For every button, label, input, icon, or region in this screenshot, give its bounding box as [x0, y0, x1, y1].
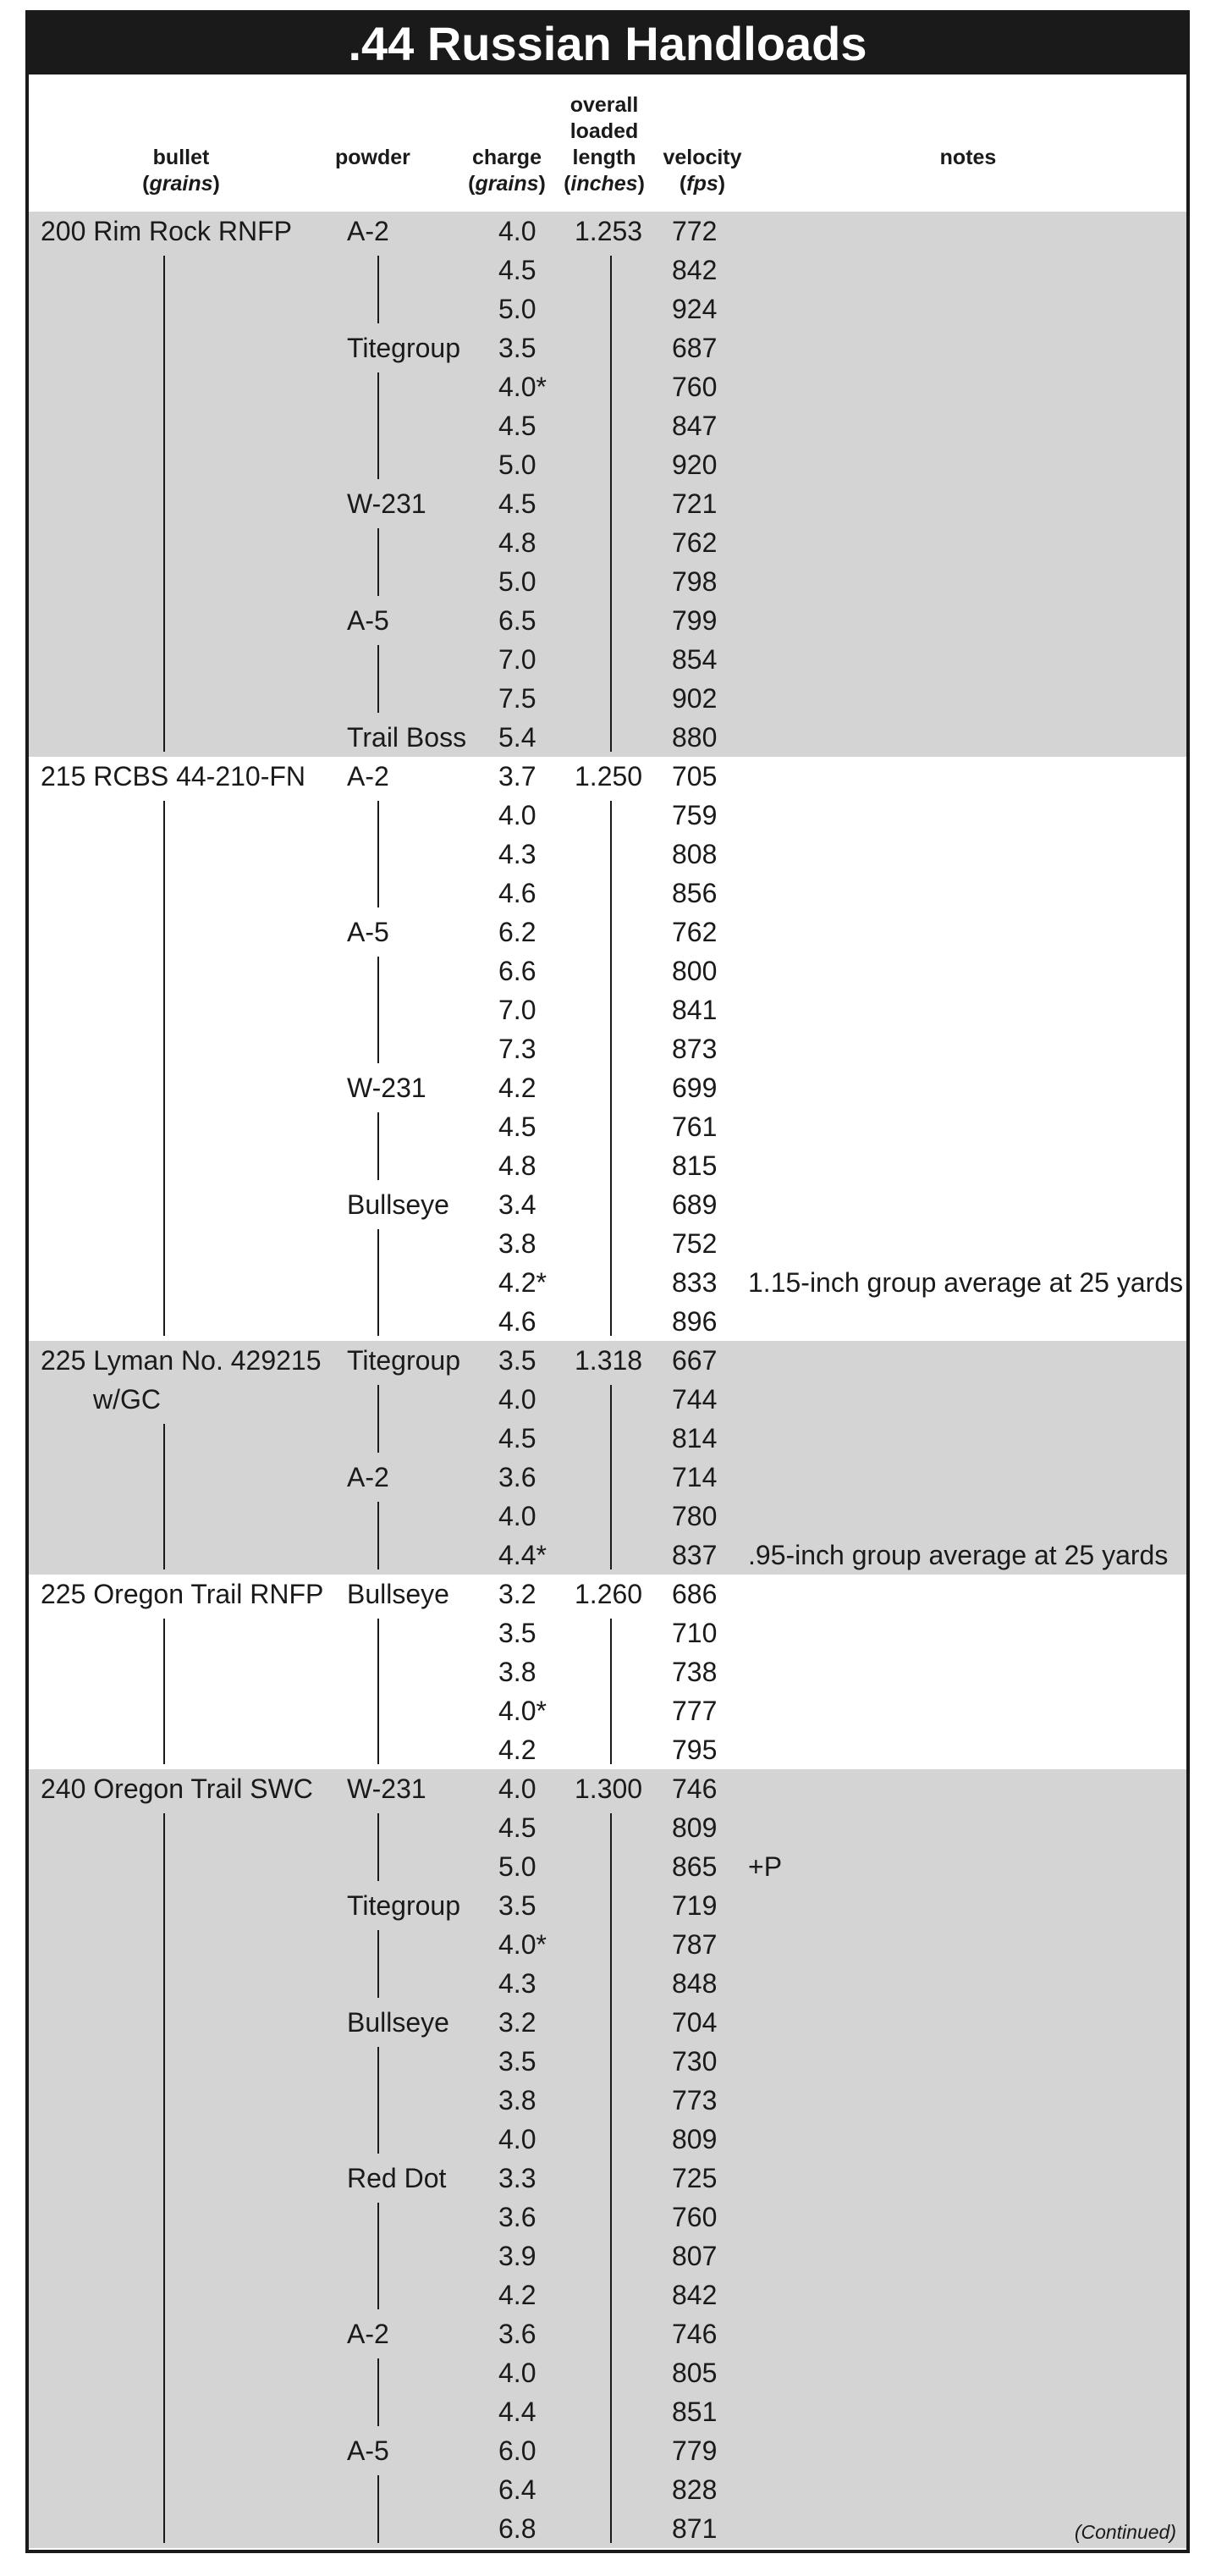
table-row	[29, 1536, 1186, 1575]
table-row	[29, 835, 1186, 874]
charge-value: 4.8	[498, 527, 536, 558]
oal-continuation-line	[610, 1385, 612, 1569]
table-row	[29, 1185, 1186, 1224]
header-oal-line1: overall	[569, 93, 639, 117]
table-row	[29, 679, 1186, 718]
powder-continuation-line	[377, 1112, 379, 1180]
table-row	[29, 1808, 1186, 1847]
powder-continuation-line	[377, 2358, 379, 2426]
table-row	[29, 2314, 1186, 2353]
header-charge-unit: (grains)	[468, 172, 546, 196]
charge-value: 4.5	[498, 488, 536, 519]
charge-value: 6.8	[498, 2513, 536, 2544]
velocity-value: 773	[672, 2085, 718, 2115]
bullet-continuation-line	[163, 256, 165, 752]
note-text: +P	[748, 1851, 783, 1882]
velocity-value: 746	[672, 1773, 718, 1804]
table-row	[29, 251, 1186, 290]
table-row	[29, 1380, 1186, 1419]
velocity-value: 873	[672, 1034, 718, 1064]
table-row	[29, 757, 1186, 796]
velocity-value: 807	[672, 2241, 718, 2271]
note-text: .95-inch group average at 25 yards	[748, 1540, 1169, 1570]
charge-value: 4.2	[498, 1735, 536, 1765]
table-row	[29, 2353, 1186, 2392]
powder-continuation-line	[377, 2475, 379, 2543]
header-charge-label: charge	[472, 146, 542, 169]
table-row	[29, 2081, 1186, 2120]
table-title: .44 Russian Handloads	[348, 17, 867, 70]
table-row	[29, 990, 1186, 1029]
table-row	[29, 562, 1186, 601]
velocity-value: 815	[672, 1150, 718, 1181]
charge-value: 4.2	[498, 1073, 536, 1103]
charge-value: 6.0	[498, 2435, 536, 2466]
powder-name: Red Dot	[347, 2163, 447, 2193]
charge-value: 4.6	[498, 1306, 536, 1337]
bullet-name: 225 Oregon Trail RNFP	[41, 1579, 324, 1609]
header-powder: powder	[335, 146, 410, 169]
charge-value: 4.0	[498, 216, 536, 246]
powder-name: A-2	[347, 1462, 389, 1492]
oal-continuation-line	[610, 1813, 612, 2543]
velocity-value: 762	[672, 527, 718, 558]
powder-continuation-line	[377, 1930, 379, 1998]
table-row	[29, 1847, 1186, 1886]
charge-value: 7.3	[498, 1034, 536, 1064]
table-row	[29, 2392, 1186, 2431]
powder-name: A-5	[347, 2435, 389, 2466]
velocity-value: 752	[672, 1228, 718, 1259]
charge-value: 3.6	[498, 1462, 536, 1492]
velocity-value: 777	[672, 1696, 718, 1726]
bullet-name: 240 Oregon Trail SWC	[41, 1773, 313, 1804]
charge-value: 3.5	[498, 2046, 536, 2077]
header-velocity-label: velocity	[663, 146, 742, 169]
table-row	[29, 1613, 1186, 1652]
velocity-value: 744	[672, 1384, 718, 1415]
charge-value: 3.8	[498, 2085, 536, 2115]
charge-value: 4.4	[498, 2397, 536, 2427]
powder-name: A-5	[347, 605, 389, 636]
velocity-value: 847	[672, 411, 718, 441]
header-oal-line3: length	[572, 146, 636, 169]
table-row	[29, 1107, 1186, 1146]
table-row	[29, 2042, 1186, 2081]
table-row	[29, 640, 1186, 679]
velocity-value: 795	[672, 1735, 718, 1765]
velocity-value: 760	[672, 372, 718, 402]
charge-value: 4.6	[498, 878, 536, 908]
charge-value: 4.0	[498, 1384, 536, 1415]
velocity-value: 848	[672, 1968, 718, 1999]
overall-length: 1.300	[575, 1773, 643, 1804]
table-row	[29, 1769, 1186, 1808]
table-row	[29, 2237, 1186, 2275]
bullet-name: 225 Lyman No. 429215	[41, 1345, 322, 1376]
charge-value: 4.5	[498, 1423, 536, 1453]
table-row	[29, 1730, 1186, 1769]
charge-value: 4.2	[498, 2280, 536, 2310]
velocity-value: 760	[672, 2202, 718, 2232]
table-row	[29, 1925, 1186, 1964]
velocity-value: 841	[672, 995, 718, 1025]
charge-value: 6.4	[498, 2474, 536, 2505]
table-row	[29, 1263, 1186, 1302]
table-row	[29, 2159, 1186, 2198]
table-row	[29, 2003, 1186, 2042]
velocity-value: 687	[672, 333, 718, 363]
velocity-value: 896	[672, 1306, 718, 1337]
charge-value: 3.4	[498, 1189, 536, 1220]
charge-value: 3.6	[498, 2319, 536, 2349]
velocity-value: 833	[672, 1267, 718, 1298]
charge-value: 3.8	[498, 1657, 536, 1687]
powder-name: A-2	[347, 761, 389, 792]
charge-value: 3.8	[498, 1228, 536, 1259]
charge-value: 3.9	[498, 2241, 536, 2271]
overall-length: 1.253	[575, 216, 643, 246]
powder-name: Trail Boss	[347, 722, 467, 753]
velocity-value: 772	[672, 216, 718, 246]
velocity-value: 842	[672, 2280, 718, 2310]
table-row	[29, 328, 1186, 367]
velocity-value: 799	[672, 605, 718, 636]
velocity-value: 704	[672, 2007, 718, 2038]
velocity-value: 759	[672, 800, 718, 830]
velocity-value: 787	[672, 1929, 718, 1960]
powder-continuation-line	[377, 2203, 379, 2309]
header-velocity-unit: (fps)	[679, 172, 726, 196]
charge-value: 4.4*	[498, 1540, 547, 1570]
overall-length: 1.318	[575, 1345, 643, 1376]
charge-value: 6.5	[498, 605, 536, 636]
powder-continuation-line	[377, 2047, 379, 2154]
velocity-value: 800	[672, 956, 718, 986]
powder-name: Bullseye	[347, 1579, 449, 1609]
velocity-value: 686	[672, 1579, 718, 1609]
velocity-value: 880	[672, 722, 718, 753]
velocity-value: 738	[672, 1657, 718, 1687]
charge-value: 6.6	[498, 956, 536, 986]
charge-value: 3.7	[498, 761, 536, 792]
note-text: 1.15-inch group average at 25 yards	[748, 1267, 1184, 1298]
charge-value: 4.2*	[498, 1267, 547, 1298]
table-row	[29, 1146, 1186, 1185]
charge-value: 4.0	[498, 800, 536, 830]
header-notes: notes	[939, 146, 997, 169]
velocity-value: 809	[672, 2124, 718, 2154]
charge-value: 5.0	[498, 450, 536, 480]
powder-name: A-2	[347, 216, 389, 246]
table-row	[29, 796, 1186, 835]
table-row	[29, 2509, 1186, 2548]
charge-value: 3.5	[498, 333, 536, 363]
overall-length: 1.250	[575, 761, 643, 792]
velocity-value: 762	[672, 917, 718, 947]
velocity-value: 719	[672, 1890, 718, 1921]
powder-continuation-line	[377, 528, 379, 596]
powder-continuation-line	[377, 645, 379, 713]
velocity-value: 699	[672, 1073, 718, 1103]
velocity-value: 779	[672, 2435, 718, 2466]
powder-name: Titegroup	[347, 333, 460, 363]
header-bullet-label: bullet	[152, 146, 210, 169]
charge-value: 4.0*	[498, 372, 547, 402]
charge-value: 4.0	[498, 1773, 536, 1804]
powder-continuation-line	[377, 256, 379, 323]
charge-value: 4.0	[498, 1501, 536, 1531]
velocity-value: 828	[672, 2474, 718, 2505]
table-row	[29, 718, 1186, 757]
powder-name: A-5	[347, 917, 389, 947]
charge-value: 4.5	[498, 255, 536, 285]
charge-value: 3.5	[498, 1618, 536, 1648]
charge-value: 3.2	[498, 1579, 536, 1609]
charge-value: 7.0	[498, 644, 536, 675]
header-oal-unit: (inches)	[564, 172, 645, 196]
table-row	[29, 2431, 1186, 2470]
table-row	[29, 2275, 1186, 2314]
powder-continuation-line	[377, 1813, 379, 1881]
table-row	[29, 601, 1186, 640]
velocity-value: 725	[672, 2163, 718, 2193]
charge-value: 4.3	[498, 1968, 536, 1999]
powder-name: Titegroup	[347, 1345, 460, 1376]
table-row	[29, 1029, 1186, 1068]
charge-value: 5.0	[498, 294, 536, 324]
table-row	[29, 1575, 1186, 1613]
bullet-name: 215 RCBS 44-210-FN	[41, 761, 306, 792]
velocity-value: 780	[672, 1501, 718, 1531]
table-row	[29, 523, 1186, 562]
table-row	[29, 1302, 1186, 1341]
velocity-value: 856	[672, 878, 718, 908]
velocity-value: 842	[672, 255, 718, 285]
table-row	[29, 1691, 1186, 1730]
charge-value: 4.0	[498, 2358, 536, 2388]
table-row	[29, 1458, 1186, 1497]
velocity-value: 851	[672, 2397, 718, 2427]
table-body	[29, 14, 1186, 2550]
powder-continuation-line	[377, 1385, 379, 1453]
charge-value: 4.0*	[498, 1929, 547, 1960]
bullet-continuation-line	[163, 1424, 165, 1569]
table-row	[29, 1224, 1186, 1263]
table-row	[29, 1497, 1186, 1536]
powder-name: Bullseye	[347, 2007, 449, 2038]
charge-value: 4.0	[498, 2124, 536, 2154]
velocity-value: 920	[672, 450, 718, 480]
velocity-value: 705	[672, 761, 718, 792]
table-row	[29, 290, 1186, 328]
charge-value: 3.6	[498, 2202, 536, 2232]
table-row	[29, 212, 1186, 251]
table-row	[29, 1652, 1186, 1691]
velocity-value: 689	[672, 1189, 718, 1220]
table-row	[29, 913, 1186, 952]
charge-value: 6.2	[498, 917, 536, 947]
powder-continuation-line	[377, 1502, 379, 1569]
charge-value: 4.8	[498, 1150, 536, 1181]
velocity-value: 710	[672, 1618, 718, 1648]
powder-name: Titegroup	[347, 1890, 460, 1921]
table-row	[29, 367, 1186, 406]
powder-name: W-231	[347, 488, 426, 519]
velocity-value: 865	[672, 1851, 718, 1882]
charge-value: 3.2	[498, 2007, 536, 2038]
bullet-continuation-line	[163, 801, 165, 1336]
table-row	[29, 1068, 1186, 1107]
powder-name: W-231	[347, 1073, 426, 1103]
velocity-value: 814	[672, 1423, 718, 1453]
powder-continuation-line	[377, 372, 379, 479]
table-row	[29, 1964, 1186, 2003]
bullet-name-cont: w/GC	[93, 1384, 161, 1415]
velocity-value: 924	[672, 294, 718, 324]
powder-continuation-line	[377, 1619, 379, 1764]
header-bullet-unit: (grains)	[142, 172, 220, 196]
table-row	[29, 445, 1186, 484]
table-row	[29, 1341, 1186, 1380]
table-row	[29, 874, 1186, 913]
table-row	[29, 1886, 1186, 1925]
velocity-value: 714	[672, 1462, 718, 1492]
velocity-value: 837	[672, 1540, 718, 1570]
oal-continuation-line	[610, 1619, 612, 1764]
velocity-value: 667	[672, 1345, 718, 1376]
velocity-value: 902	[672, 683, 718, 714]
velocity-value: 721	[672, 488, 718, 519]
table-row	[29, 952, 1186, 990]
charge-value: 4.3	[498, 839, 536, 869]
charge-value: 3.5	[498, 1890, 536, 1921]
bullet-continuation-line	[163, 1619, 165, 1764]
powder-continuation-line	[377, 801, 379, 907]
charge-value: 4.5	[498, 1111, 536, 1142]
oal-continuation-line	[610, 801, 612, 1336]
bullet-name: 200 Rim Rock RNFP	[41, 216, 292, 246]
continued-note: (Continued)	[1074, 2521, 1176, 2543]
velocity-value: 809	[672, 1812, 718, 1843]
charge-value: 4.0*	[498, 1696, 547, 1726]
table-row	[29, 406, 1186, 445]
velocity-value: 808	[672, 839, 718, 869]
velocity-value: 761	[672, 1111, 718, 1142]
charge-value: 3.5	[498, 1345, 536, 1376]
powder-name: Bullseye	[347, 1189, 449, 1220]
table-row	[29, 1419, 1186, 1458]
table-row	[29, 2198, 1186, 2237]
table-row	[29, 2120, 1186, 2159]
charge-value: 3.3	[498, 2163, 536, 2193]
charge-value: 7.0	[498, 995, 536, 1025]
powder-name: A-2	[347, 2319, 389, 2349]
charge-value: 4.5	[498, 411, 536, 441]
powder-name: W-231	[347, 1773, 426, 1804]
charge-value: 4.5	[498, 1812, 536, 1843]
charge-value: 5.0	[498, 1851, 536, 1882]
velocity-value: 805	[672, 2358, 718, 2388]
powder-continuation-line	[377, 957, 379, 1063]
charge-value: 7.5	[498, 683, 536, 714]
velocity-value: 730	[672, 2046, 718, 2077]
velocity-value: 871	[672, 2513, 718, 2544]
oal-continuation-line	[610, 256, 612, 752]
bullet-continuation-line	[163, 1813, 165, 2543]
charge-value: 5.0	[498, 566, 536, 597]
overall-length: 1.260	[575, 1579, 643, 1609]
velocity-value: 746	[672, 2319, 718, 2349]
powder-continuation-line	[377, 1229, 379, 1336]
charge-value: 5.4	[498, 722, 536, 753]
header-oal-line2: loaded	[569, 119, 639, 143]
velocity-value: 798	[672, 566, 718, 597]
table-row	[29, 2470, 1186, 2509]
table-row	[29, 484, 1186, 523]
handload-table	[25, 10, 1190, 2553]
velocity-value: 854	[672, 644, 718, 675]
